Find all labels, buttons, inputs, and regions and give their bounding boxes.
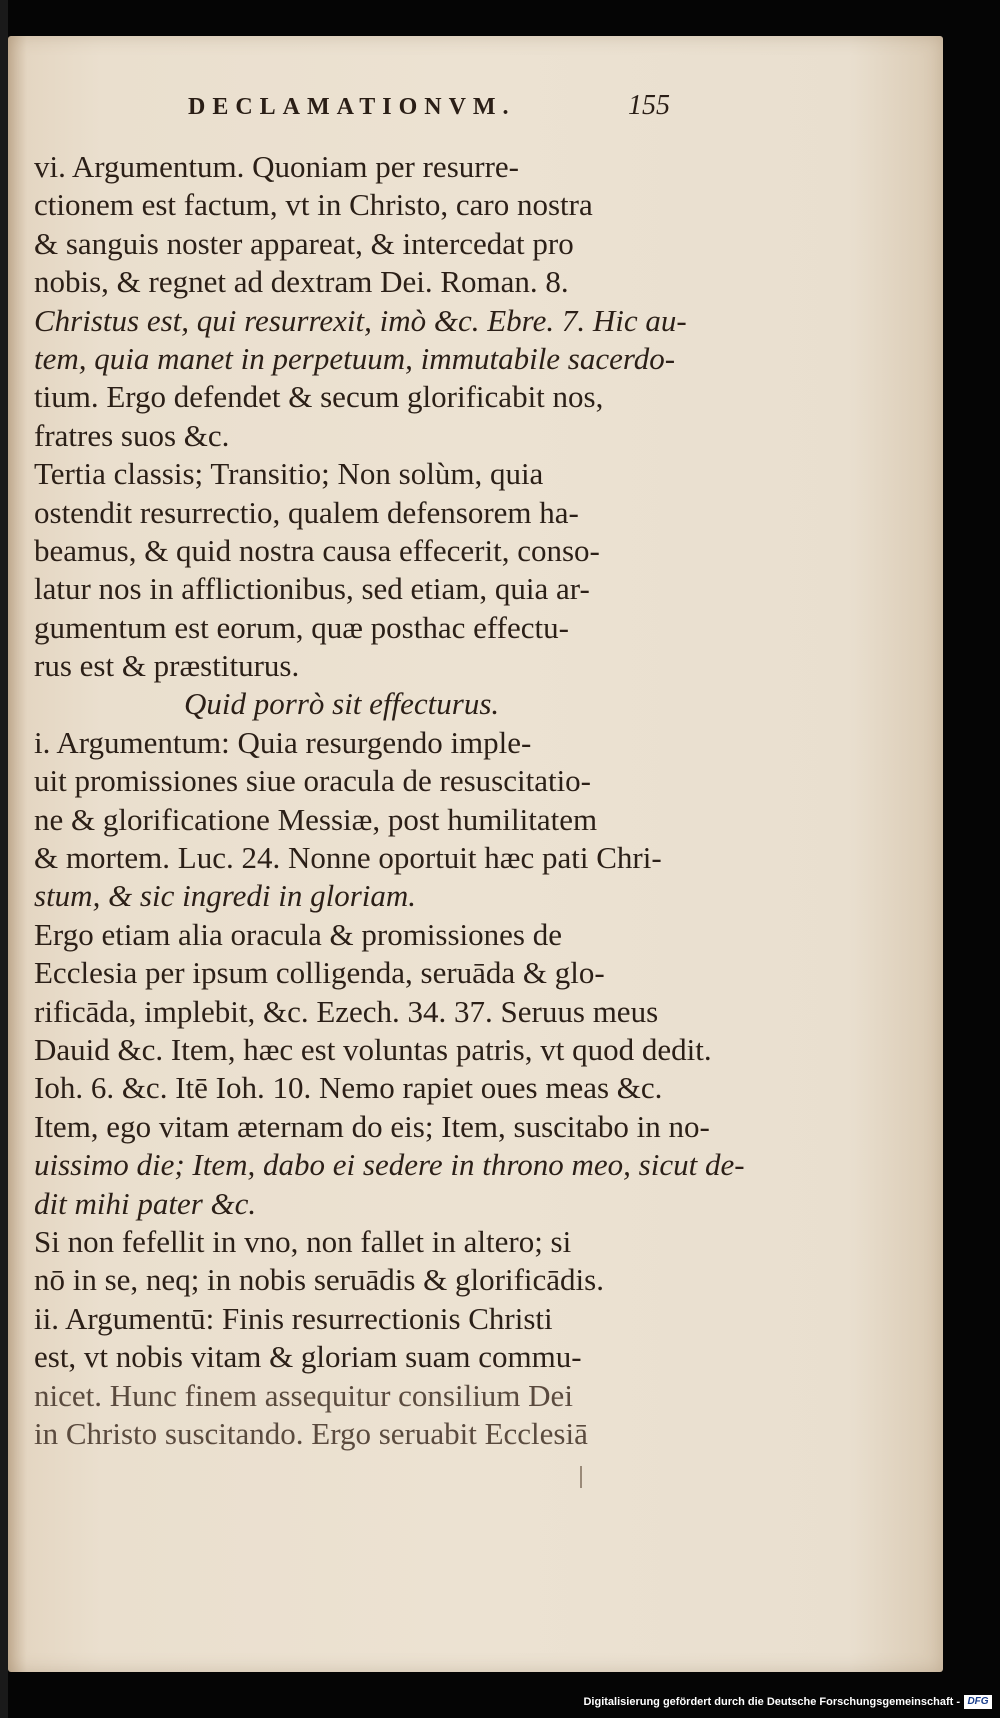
digitization-footer <box>0 1693 1000 1718</box>
footer-credit: Digitalisierung gefördert durch die Deutsche Forschungsgemeinschaft - <box>583 1696 960 1708</box>
text-line: ctionem est factum, vt in Christo, caro nostra <box>34 187 593 223</box>
text-line: vi. Argumentum. Quoniam per resurre- <box>34 149 519 184</box>
text-line: i. Argumentum: Quia resurgendo imple- <box>34 724 532 760</box>
text-line: Item, ego vitam æternam do eis; Item, suscitabo in no- <box>34 1108 710 1144</box>
text-line: nicet. Hunc finem assequitur consilium Dei <box>34 1377 573 1413</box>
text-line: & mortem. Luc. 24. Nonne oportuit hæc pati Chri- <box>34 840 662 876</box>
body-text <box>34 148 745 1453</box>
running-head: DECLAMATIONVM. <box>188 94 516 120</box>
text-line: stum, & sic ingredi in gloriam. <box>34 878 417 914</box>
text-line: dit mihi pater &c. <box>34 1185 257 1221</box>
text-line: ii. Argumentū: Finis resurrectionis Christi <box>34 1300 553 1336</box>
text-line: Si non fefellit in vno, non fallet in altero; si <box>34 1223 572 1259</box>
text-line: gumentum est eorum, quæ posthac effectu- <box>34 609 569 645</box>
book-page <box>8 36 943 1672</box>
binding-edge <box>0 0 8 1718</box>
text-line: est, vt nobis vitam & gloriam suam commu- <box>34 1339 582 1375</box>
text-line: ostendit resurrectio, qualem defensorem ha- <box>34 494 579 530</box>
page-number: 155 <box>628 90 670 121</box>
text-line: Ioh. 6. &c. Itē Ioh. 10. Nemo rapiet oues meas &c. <box>34 1070 663 1106</box>
text-line: ne & glorificatione Messiæ, post humilitatem <box>34 801 598 837</box>
text-line: beamus, & quid nostra causa effecerit, conso- <box>34 532 600 568</box>
text-line: uissimo die; Item, dabo ei sedere in throno meo, sicut de- <box>34 1147 745 1183</box>
text-line: Christus est, qui resurrexit, imò &c. Ebre. 7. Hic au- <box>34 302 687 338</box>
text-line: tium. Ergo defendet & secum glorificabit nos, <box>34 379 604 415</box>
dfg-logo-icon: DFG <box>964 1695 992 1709</box>
text-line: latur nos in afflictionibus, sed etiam, quia ar- <box>34 571 590 607</box>
text-line: rus est & præstiturus. <box>34 648 300 684</box>
text-line: & sanguis noster appareat, & intercedat pro <box>34 225 574 261</box>
text-line: Ecclesia per ipsum colligenda, seruāda & glo- <box>34 955 605 991</box>
section-heading: Quid porrò sit effecturus. <box>184 686 500 722</box>
text-line: in Christo suscitando. Ergo seruabit Ecclesiā <box>34 1415 588 1451</box>
text-line: Dauid &c. Item, hæc est voluntas patris, vt quod dedit. <box>34 1031 712 1067</box>
text-line: nobis, & regnet ad dextram Dei. Roman. 8. <box>34 264 569 300</box>
text-line: nō in se, neq; in nobis seruādis & glorificādis. <box>34 1262 604 1298</box>
page-mark <box>580 1466 582 1488</box>
text-line: uit promissiones siue oracula de resuscitatio- <box>34 763 592 799</box>
text-line: rificāda, implebit, &c. Ezech. 34. 37. Seruus meus <box>34 993 659 1029</box>
text-line: Tertia classis; Transitio; Non solùm, quia <box>34 456 544 492</box>
text-line: fratres suos &c. <box>34 417 230 453</box>
text-line: Ergo etiam alia oracula & promissiones de <box>34 916 562 952</box>
text-line: tem, quia manet in perpetuum, immutabile sacerdo- <box>34 340 676 376</box>
